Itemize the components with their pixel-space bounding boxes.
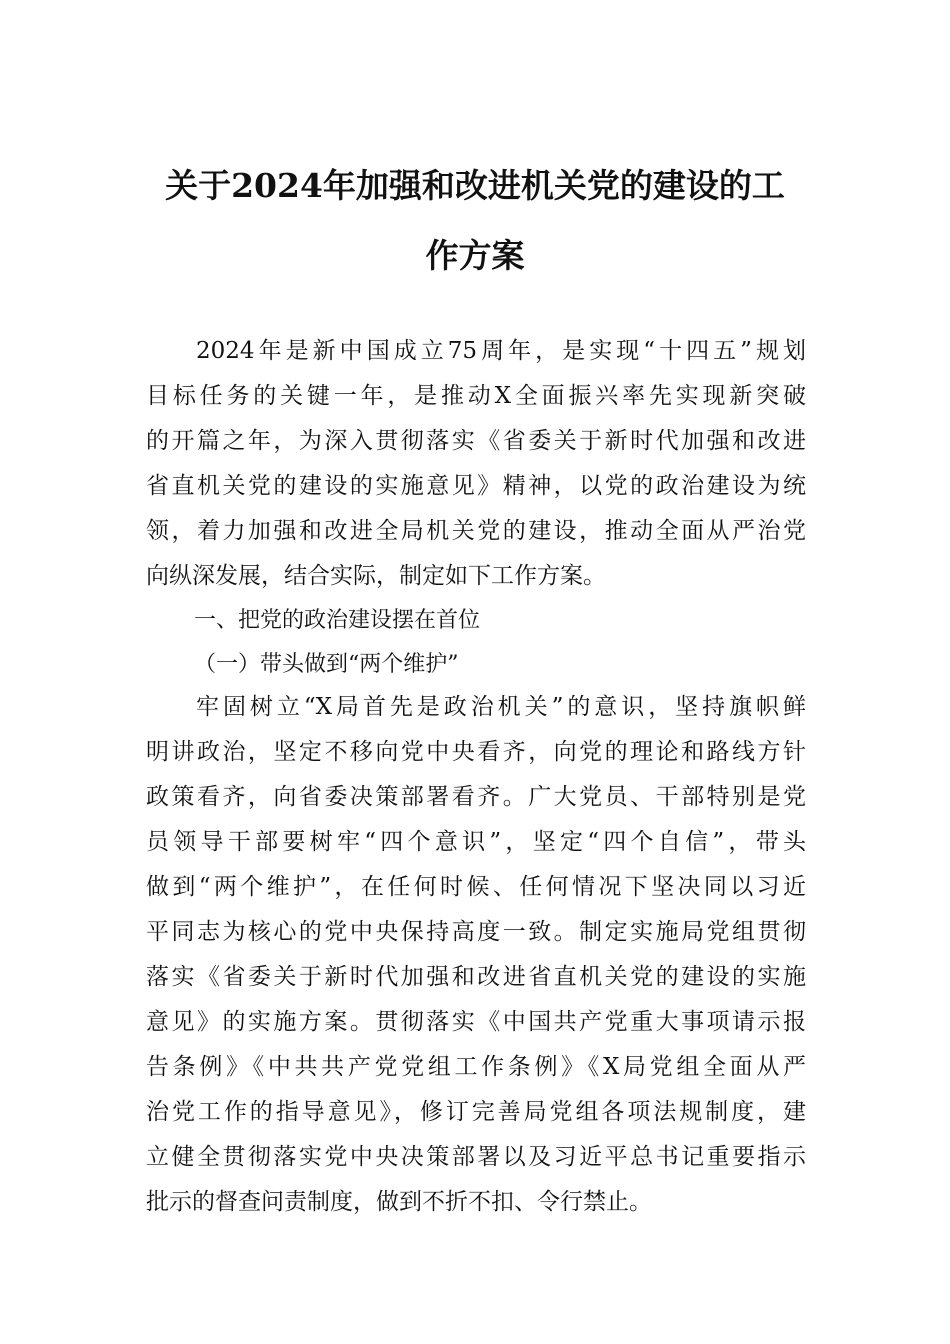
body-line: 意见》的实施方案。贯彻落实《中国共产党重大事项请示报 [146, 1009, 806, 1035]
intro-line: 省直机关党的建设的实施意见》精神，以党的政治建设为统 [146, 473, 806, 499]
body-line: 落实《省委关于新时代加强和改进省直机关党的建设的实施 [146, 964, 806, 990]
body-line: 治党工作的指导意见》，修订完善局党组各项法规制度，建 [146, 1099, 806, 1125]
body-line: 告条例》《中共共产党党组工作条例》《X局党组全面从严 [146, 1054, 806, 1080]
body-line: 员领导干部要树牢“四个意识”，坚定“四个自信”，带头 [146, 829, 806, 855]
body-line: 牢固树立“X局首先是政治机关”的意识，坚持旗帜鲜 [196, 694, 806, 720]
body-line: 立健全贯彻落实党中央决策部署以及习近平总书记重要指示 [146, 1144, 806, 1170]
intro-line: 目标任务的关键一年，是推动X全面振兴率先实现新突破 [146, 383, 806, 409]
section-heading: 一、把党的政治建设摆在首位 [194, 608, 481, 633]
document-title-line-1: 关于2024年加强和改进机关党的建设的工 [165, 166, 785, 205]
body-line: 平同志为核心的党中央保持高度一致。制定实施局党组贯彻 [146, 919, 806, 945]
body-line: 政策看齐，向省委决策部署看齐。广大党员、干部特别是党 [146, 784, 806, 810]
intro-line: 2024年是新中国成立75周年，是实现“十四五”规划 [196, 338, 806, 364]
intro-line: 的开篇之年，为深入贯彻落实《省委关于新时代加强和改进 [146, 428, 806, 454]
intro-line: 领，着力加强和改进全局机关党的建设，推动全面从严治党 [146, 518, 806, 544]
subsection-heading: （一）带头做到“两个维护” [194, 652, 459, 677]
intro-line: 向纵深发展，结合实际，制定如下工作方案。 [146, 563, 606, 589]
document-title-line-2: 作方案 [425, 236, 525, 275]
body-line: 批示的督查问责制度，做到不折不扣、令行禁止。 [146, 1189, 652, 1215]
body-line: 明讲政治，坚定不移向党中央看齐，向党的理论和路线方针 [146, 739, 806, 765]
body-line: 做到“两个维护”，在任何时候、任何情况下坚决同以习近 [146, 874, 806, 900]
